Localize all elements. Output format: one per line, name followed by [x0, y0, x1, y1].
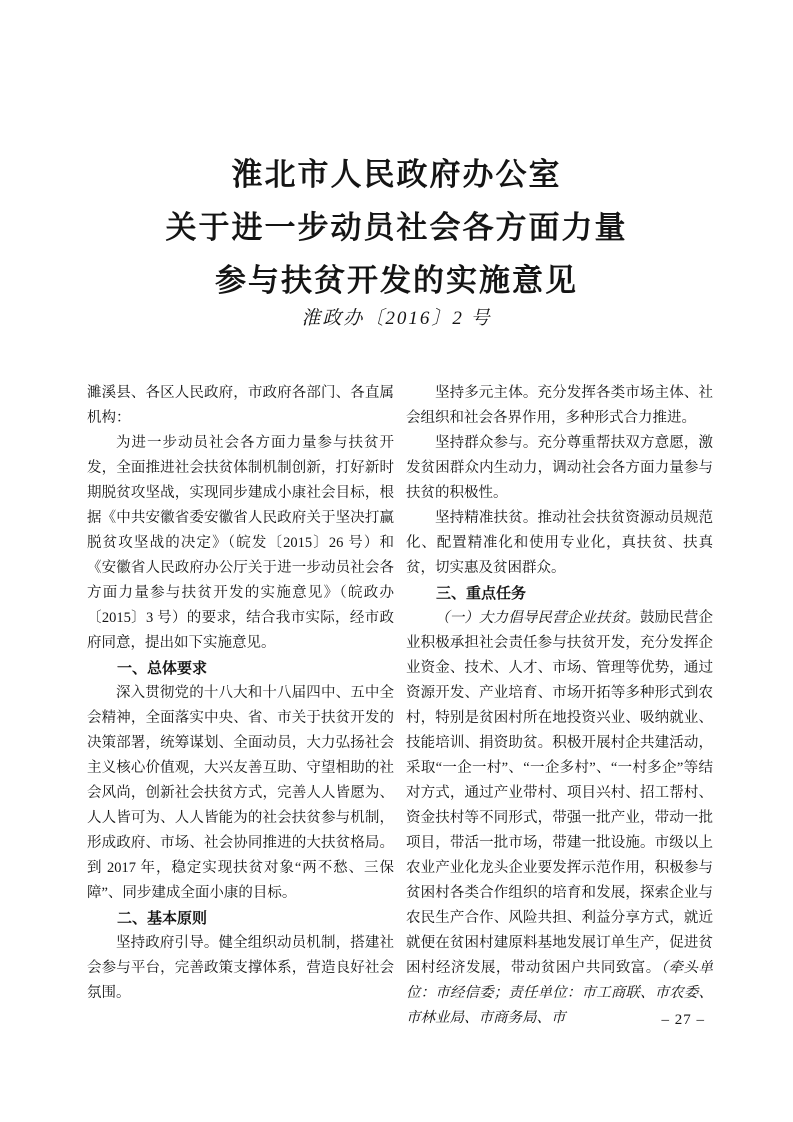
principle-mass-participation-paragraph: 坚持群众参与。充分尊重帮扶双方意愿，激发贫困群众内生动力，调动社会各方面力量参与扶贫的积极性。 [406, 435, 713, 501]
section-heading-overall-requirements: 一、总体要求 [117, 660, 208, 677]
task-lead-run: （一）大力倡导民营企业扶贫。 [435, 610, 640, 626]
body-columns [87, 381, 713, 1031]
intro-paragraph: 为进一步动员社会各方面力量参与扶贫开发，全面推进社会扶贫体制机制创新，打好新时期脱贫攻坚战，实现同步建成小康社会目标，根据《中共安徽省委安徽省人民政府关于坚决打赢脱贫攻坚战的决定》（皖发〔2015〕26 号）和《安徽省人民政府办公厅关于进一步动员社会各方面力量参与扶贫开发的实施意见》（皖政办〔2015〕3 号）的要求，结合我市实际，经市政府同意，提出如下实施意见。 [87, 435, 394, 651]
document-title-line-1: 淮北市人民政府办公室 [231, 157, 562, 192]
principle-government-guidance-paragraph: 坚持政府引导。健全组织动员机制，搭建社会参与平台，完善政策支撑体系，营造良好社会氛围。 [87, 935, 394, 1001]
document-title [0, 148, 793, 307]
left-column [87, 381, 394, 1031]
document-number: 淮政办〔2016〕2 号 [301, 308, 492, 329]
document-title-line-3: 参与扶贫开发的实施意见 [215, 263, 578, 298]
salutation-paragraph: 濉溪县、各区人民政府，市政府各部门、各直属机构： [87, 385, 394, 426]
overall-requirements-paragraph: 深入贯彻党的十八大和十八届四中、五中全会精神，全面落实中央、省、市关于扶贫开发的决策部署，统筹谋划、全面动员，大力弘扬社会主义核心价值观，大兴友善互助、守望相助的社会风尚，创新社会扶贫方式，完善人人皆愿为、人人皆可为、人人皆能为的社会扶贫参与机制，形成政府、市场、社会协同推进的大扶贫格局。到 2017 年，稳定实现扶贫对象“两不愁、三保障”、同步建成全面小康的目标。 [87, 685, 394, 901]
principle-multiple-subjects-paragraph: 坚持多元主体。充分发挥各类市场主体、社会组织和社会各界作用，多种形式合力推进。 [406, 385, 713, 426]
task-private-enterprise-paragraph [406, 606, 713, 1031]
page-number: – 27 – [661, 1012, 705, 1028]
task-responsible-units-run: （牵头单位：市经信委；责任单位：市工商联、市农委、市林业局、市商务局、市 [406, 960, 714, 1026]
section-heading-basic-principles: 二、基本原则 [117, 910, 208, 927]
right-column [406, 381, 713, 1031]
section-heading-key-tasks: 三、重点任务 [436, 585, 527, 602]
principle-precision-poverty-alleviation-paragraph: 坚持精准扶贫。推动社会扶贫资源动员规范化、配置精准化和使用专业化，真扶贫、扶真贫，切实惠及贫困群众。 [406, 510, 713, 576]
document-title-line-2: 关于进一步动员社会各方面力量 [165, 210, 628, 245]
task-body-run: 鼓励民营企业积极承担社会责任参与扶贫开发，充分发挥企业资金、技术、人才、市场、管理等优势，通过资源开发、产业培育、市场开拓等多种形式到农村，特别是贫困村所在地投资兴业、吸纳就业、技能培训、捐资助贫。积极开展村企共建活动，采取“一企一村”、“一企多村”、“一村多企”等结对方式，通过产业带村、项目兴村、招工帮村、资金扶村等不同形式，带强一批产业，带动一批项目，带活一批市场，带建一批设施。市级以上农业产业化龙头企业要发挥示范作用，积极参与贫困村各类合作组织的培育和发展，探索企业与农民生产合作、风险共担、利益分享方式，就近就便在贫困村建原料基地发展订单生产，促进贫困村经济发展，带动贫困户共同致富。 [406, 610, 714, 976]
